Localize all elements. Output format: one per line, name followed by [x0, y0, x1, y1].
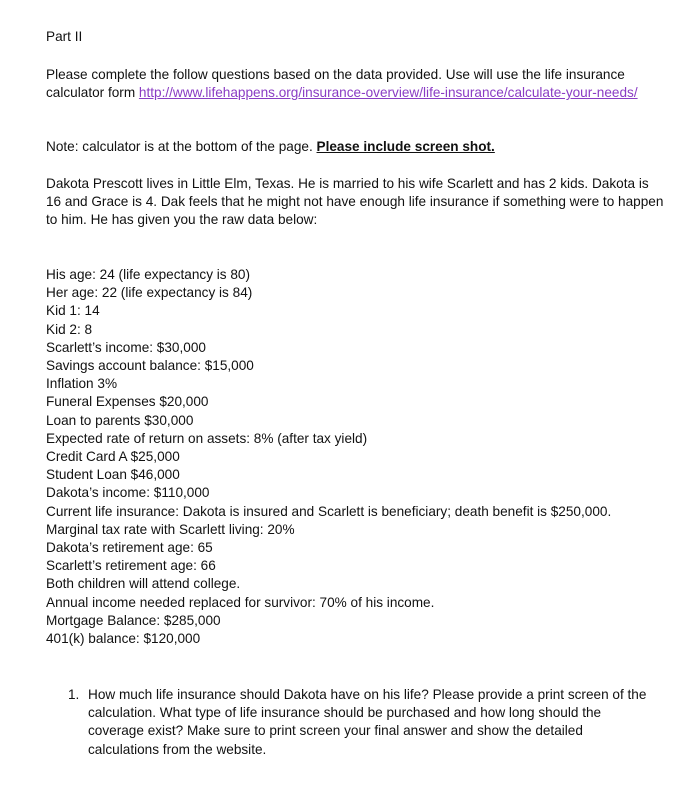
note-emphasis: Please include screen shot.: [316, 139, 495, 154]
data-item: Dakota’s income: $110,000: [46, 485, 210, 501]
data-item: 401(k) balance: $120,000: [46, 631, 201, 647]
data-item: Student Loan $46,000: [46, 467, 180, 483]
data-item: His age: 24 (life expectancy is 80): [46, 267, 251, 282]
part-heading: Part II: [46, 29, 83, 44]
note-text: Note: calculator is at the bottom of the page.: [46, 139, 317, 154]
data-item: Funeral Expenses $20,000: [46, 394, 209, 410]
data-item: Current life insurance: Dakota is insured and Scarlett is beneficiary; death benefit is $250,000.: [46, 503, 612, 519]
data-item: Scarlett’s retirement age: 66: [46, 558, 216, 574]
note-paragraph: [46, 138, 666, 156]
data-item: Both children will attend college.: [46, 576, 241, 592]
question-text: How much life insurance should Dakota have on his life? Please provide a print screen of the calculation. What type of life insurance should be purchased and how long should the coverage exist? Make sure to print screen your final answer and show the detailed calculations from the website.: [88, 687, 647, 757]
question-item: [68, 686, 648, 759]
data-item: Marginal tax rate with Scarlett living: 20%: [46, 521, 295, 537]
data-item: Her age: 22 (life expectancy is 84): [46, 285, 253, 301]
data-item: Mortgage Balance: $285,000: [46, 612, 221, 628]
question-number: 1.: [68, 687, 80, 702]
data-item: Dakota’s retirement age: 65: [46, 540, 213, 556]
data-item: Expected rate of return on assets: 8% (after tax yield): [46, 430, 368, 446]
calculator-link[interactable]: http://www.lifehappens.org/insurance-overview/life-insurance/calculate-your-needs/: [138, 85, 638, 101]
data-item: Inflation 3%: [46, 376, 118, 392]
data-item: Credit Card A $25,000: [46, 449, 180, 465]
story-paragraph: Dakota Prescott lives in Little Elm, Texas. He is married to his wife Scarlett and has 2 kids. Dakota is 16 and Grace is 4. Dak feels that he might not have enough life insurance if something were to happen to him. He has given you the raw data below:: [46, 176, 664, 228]
data-item: Annual income needed replaced for survivor: 70% of his income.: [46, 594, 435, 610]
question-list: [68, 686, 648, 759]
data-item: Kid 2: 8: [46, 321, 93, 337]
data-item: Kid 1: 14: [46, 303, 100, 319]
intro-text: Please complete the follow questions based on the data provided. Use will use the life insurance calculator form: [46, 67, 625, 101]
data-item: Loan to parents $30,000: [46, 412, 194, 428]
intro-paragraph: [46, 66, 666, 102]
raw-data-list: [46, 266, 666, 648]
data-item: Savings account balance: $15,000: [46, 358, 254, 374]
data-item: Scarlett’s income: $30,000: [46, 339, 206, 355]
